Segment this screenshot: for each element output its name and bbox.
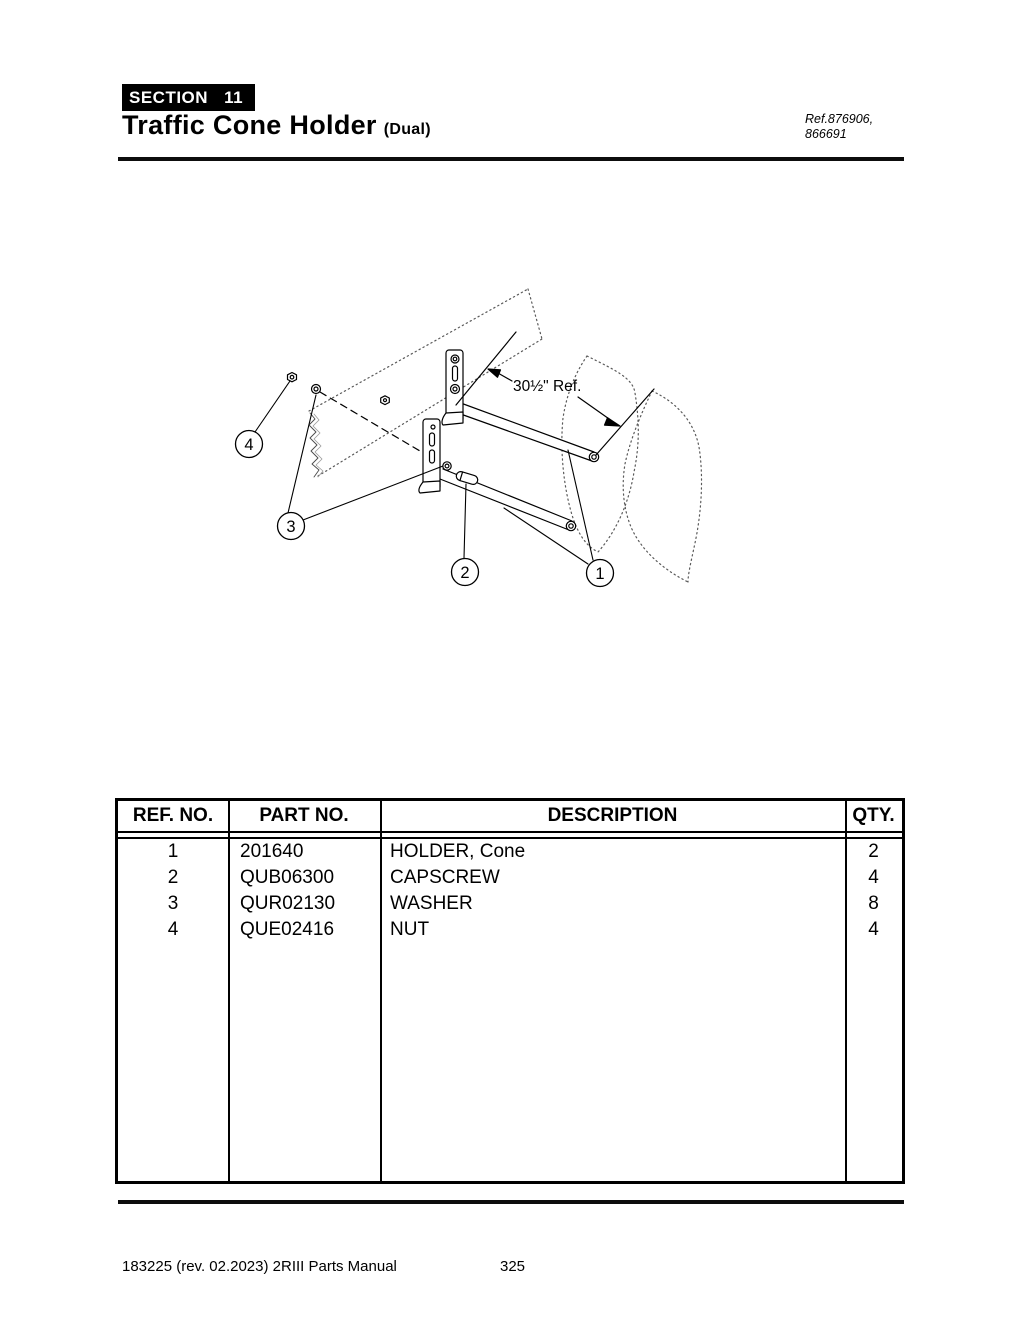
table-row <box>118 891 902 917</box>
cell-ref-no: 4 <box>167 919 179 940</box>
callout-3 <box>278 513 305 540</box>
cell-qty: 2 <box>868 841 879 862</box>
exploded-view-diagram <box>228 272 724 596</box>
table-header-row <box>118 801 902 833</box>
dimension-label: 30½" Ref. <box>513 378 582 395</box>
table-header-qty: QTY. <box>852 805 895 826</box>
cell-qty: 4 <box>868 867 879 888</box>
holder-bracket-upper <box>442 350 463 425</box>
header-rule <box>118 157 904 161</box>
callout-2-number: 2 <box>460 564 470 582</box>
cell-description: HOLDER, Cone <box>390 841 526 862</box>
nut <box>288 373 297 382</box>
table-column-divider-3 <box>845 801 847 1181</box>
table-header-ref-no: REF. NO. <box>132 805 214 826</box>
page-title-suffix: (Dual) <box>383 121 431 138</box>
footer-document-info: 183225 (rev. 02.2023) 2RIII Parts Manual <box>122 1258 397 1275</box>
cell-description: NUT <box>390 919 430 940</box>
cell-qty: 8 <box>868 893 879 914</box>
cell-part-no: 201640 <box>240 841 304 862</box>
section-number: 11 <box>224 87 244 107</box>
holder-bracket-lower <box>419 419 440 493</box>
cone-outline-front <box>623 391 701 582</box>
reference-numbers <box>805 112 873 142</box>
section-label: SECTION <box>129 87 209 107</box>
cell-part-no: QUE02416 <box>240 919 335 940</box>
footer-page-number: 325 <box>500 1258 526 1275</box>
table-column-divider-2 <box>380 801 382 1181</box>
cell-qty: 4 <box>868 919 879 940</box>
cell-part-no: QUR02130 <box>240 893 336 914</box>
parts-table <box>115 798 905 1184</box>
reference-line-1: Ref.876906, <box>805 112 874 126</box>
cell-description: WASHER <box>390 893 473 914</box>
cell-part-no: QUB06300 <box>240 867 335 888</box>
page-title <box>122 110 431 141</box>
table-header-description: DESCRIPTION <box>547 805 678 826</box>
callout-2 <box>452 559 479 586</box>
callout-4-number: 4 <box>244 436 254 454</box>
callout-3-number: 3 <box>286 518 296 536</box>
panel-broken-edge-2 <box>313 414 323 477</box>
table-row <box>118 917 902 943</box>
holder-rod-upper <box>455 402 599 462</box>
table-row <box>118 865 902 891</box>
page-title-text: Traffic Cone Holder <box>122 110 377 140</box>
cell-ref-no: 3 <box>167 893 179 914</box>
panel-broken-edge <box>309 413 319 477</box>
callout-4 <box>236 431 263 458</box>
bolt-head <box>381 396 390 405</box>
table-header-part-no: PART NO. <box>259 805 349 826</box>
cell-description: CAPSCREW <box>390 867 500 888</box>
callout-1-number: 1 <box>595 565 605 583</box>
washer-lower <box>443 462 451 470</box>
callout-1 <box>587 560 614 587</box>
cell-ref-no: 2 <box>167 867 179 888</box>
reference-line-2: 866691 <box>805 127 847 141</box>
table-row <box>118 839 902 865</box>
table-column-divider-1 <box>228 801 230 1181</box>
cell-ref-no: 1 <box>167 841 179 862</box>
washer-upper <box>312 385 321 394</box>
section-badge <box>122 84 255 111</box>
footer-rule <box>118 1200 904 1204</box>
